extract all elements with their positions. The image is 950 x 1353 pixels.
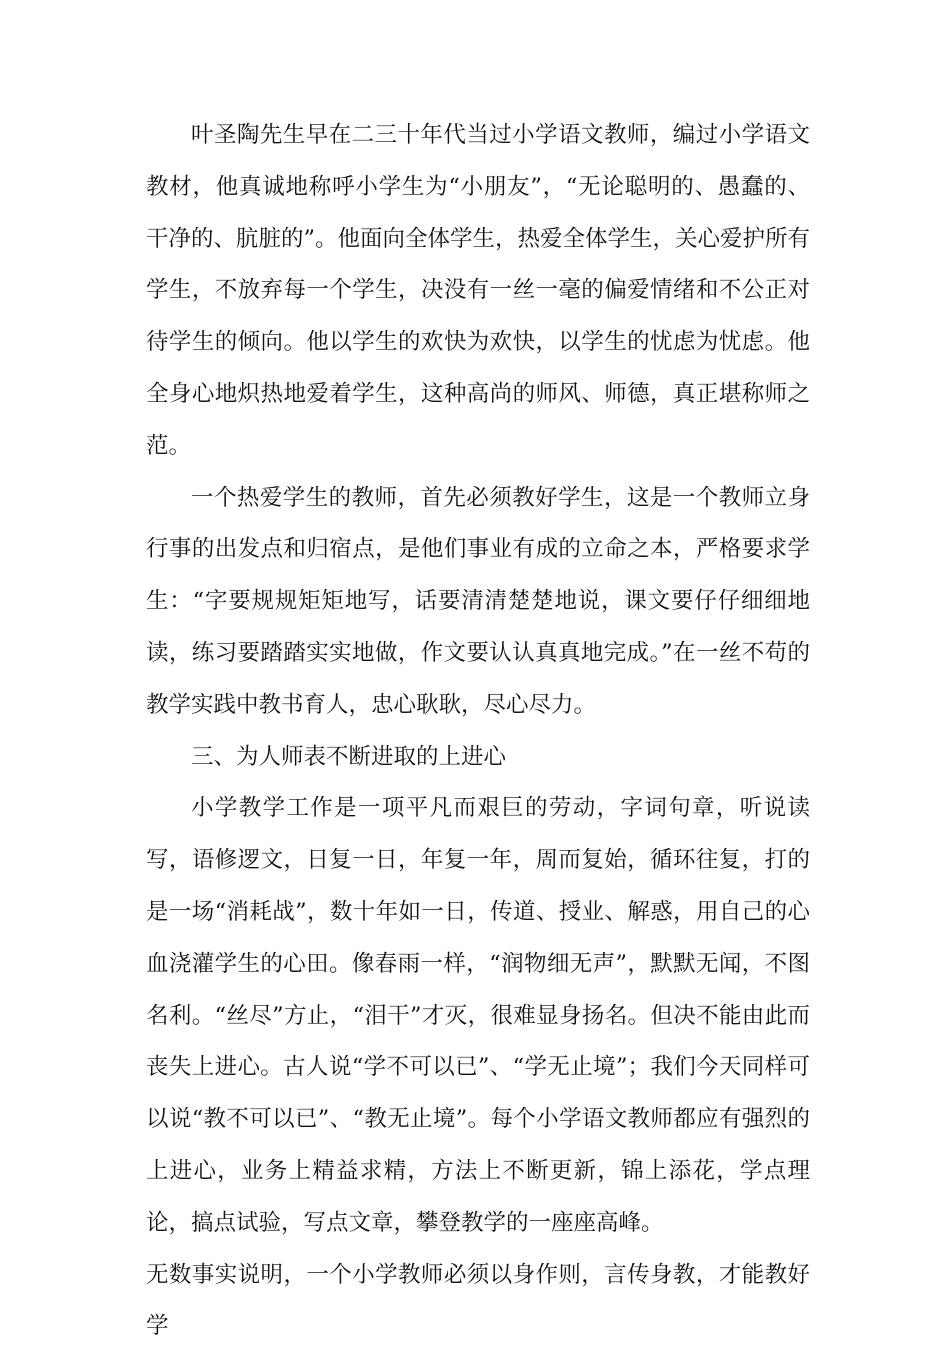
section-heading-3: 三、为人师表不断进取的上进心 bbox=[191, 743, 507, 770]
paragraph-ye-shengtao: 叶圣陶先生早在二三十年代当过小学语文教师，编过小学语文教材，他真诚地称呼小学生为“小朋友”，“无论聪明的、愚蠢的、干净的、肮脏的”。他面向全体学生，热爱全体学生，关心爱护所有学生，不放弃每一个学生，决没有一丝一毫的偏爱情绪和不公正对待学生的倾向。他以学生的欢快为欢快，以学生的忧虑为忧虑。他全身心地炽热地爱着学生，这种高尚的师风、师德，真正堪称师之范。 bbox=[146, 122, 811, 459]
paragraph-teaching-work: 小学教学工作是一项平凡而艰巨的劳动，字词句章，听说读写，语修逻文，日复一日，年复一年，周而复始，循环往复，打的是一场“消耗战”，数十年如一日，传道、授业、解惑，用自己的心血浇灌学生的心田。像春雨一样，“润物细无声”，默默无闻，不图名利。“丝尽”方止，“泪干”才灭，很难显身扬名。但决不能由此而丧失上进心。古人说“学不可以已”、“学无止境”；我们今天同样可以说“教不可以已”、“教无止境”。每个小学语文教师都应有强烈的上进心，业务上精益求精，方法上不断更新，锦上添花，学点理论，搞点试验，写点文章，攀登教学的一座座高峰。 bbox=[146, 795, 810, 1236]
paragraph-conclusion-partial: 无数事实说明，一个小学教师必须以身作则，言传身教，才能教好学 bbox=[146, 1261, 810, 1340]
paragraph-love-students: 一个热爱学生的教师，首先必须教好学生，这是一个教师立身行事的出发点和归宿点，是他们事业有成的立命之本，严格要求学生：“字要规规矩矩地写，话要清清楚楚地说，课文要仔仔细细地读，练习要踏踏实实地做，作文要认认真真地完成。”在一丝不苟的教学实践中教书育人，忠心耿耿，尽心尽力。 bbox=[146, 484, 810, 718]
document-body bbox=[146, 110, 810, 1353]
